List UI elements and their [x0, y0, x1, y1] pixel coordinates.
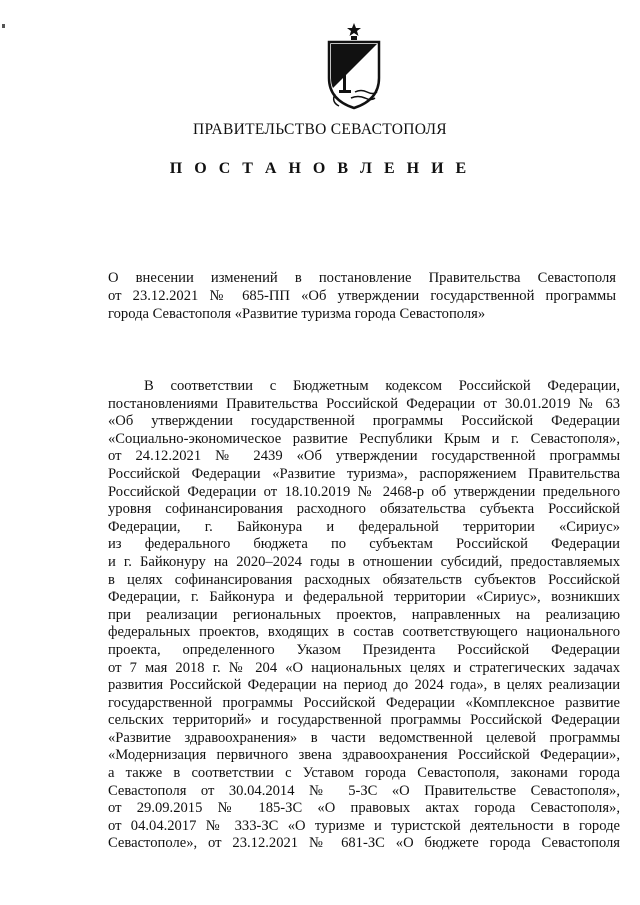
subject-line: О внесении изменений в постановление Правительства Севастополя — [108, 270, 616, 286]
body-line: В соответствии с Бюджетным кодексом Российской Федерации, — [144, 378, 620, 394]
body-line: Севастополя от 30.04.2014 № 5-ЗС «О Правительстве Севастополя», — [108, 782, 620, 799]
body-line: от 7 мая 2018 г. № 204 «О национальных целях и стратегических задачах — [108, 659, 620, 676]
subject-line: города Севастополя «Развитие туризма города Севастополя» — [108, 306, 486, 322]
body-line: «Модернизация первичного звена здравоохранения Российской Федерации», — [108, 747, 620, 764]
document-body — [108, 378, 620, 853]
document-subject — [108, 269, 616, 323]
body-line: развития Российской Федерации на период до 2024 года», в целях реализации — [108, 677, 620, 694]
body-line: сельских территорий» и государственной программы Российской Федерации — [108, 712, 620, 729]
body-line: проекта, определенного Указом Президента Российской Федерации — [108, 641, 620, 658]
scan-mark — [2, 24, 5, 28]
body-line: «Социально-экономическое развитие Республики Крым и г. Севастополя», — [108, 430, 620, 447]
body-line: и г. Байконуру на 2020–2024 годы в отношении субсидий, предоставляемых — [108, 553, 620, 570]
body-line: а также в соответствии с Уставом города Севастополя, законами города — [108, 765, 620, 782]
body-line: от 29.09.2015 № 185-ЗС «О правовых актах города Севастополя», — [108, 800, 620, 817]
body-line: Российской Федерации от 18.10.2019 № 2468-р об утверждении предельного — [108, 483, 620, 500]
body-line: в целях софинансирования расходных обязательств субъектов Российской — [108, 571, 620, 588]
body-line: Федерации, г. Байконура и федеральной территории «Сириус» — [108, 518, 620, 535]
body-line: уровня софинансирования расходного обязательства субъекта Российской — [108, 501, 620, 518]
body-line: «Развитие здравоохранения» в части ведомственной целевой программы — [108, 729, 620, 746]
body-line: при реализации региональных проектов, направленных на реализацию — [108, 606, 620, 623]
body-line: государственной программы Российской Федерации «Комплексное развитие — [108, 694, 620, 711]
body-line: Федерации, г. Байконура и федеральной территории «Сириус», возникших — [108, 589, 620, 606]
subject-line: от 23.12.2021 № 685-ПП «Об утверждении государственной программы — [108, 288, 616, 304]
body-line: Российской Федерации «Развитие туризма», распоряжением Правительства — [108, 465, 620, 482]
body-line: Севастополе», от 23.12.2021 № 681-ЗС «О бюджете города Севастополя — [108, 835, 620, 852]
body-line: от 24.12.2021 № 2439 «Об утверждении государственной программы — [108, 448, 620, 465]
body-line: от 04.04.2017 № 333-ЗС «О туризме и туристской деятельности в городе — [108, 817, 620, 834]
sevastopol-coat-of-arms-icon — [325, 22, 383, 110]
body-line: постановлениями Правительства Российской Федерации от 30.01.2019 № 63 — [108, 395, 620, 412]
government-title: ПРАВИТЕЛЬСТВО СЕВАСТОПОЛЯ — [193, 121, 447, 138]
body-line: «Об утверждении государственной программы Российской Федерации — [108, 413, 620, 430]
body-line: федеральных проектов, входящих в состав соответствующего национального — [108, 624, 620, 641]
document-type: П О С Т А Н О В Л Е Н И Е — [169, 160, 471, 177]
body-line: из федерального бюджета по субъектам Российской Федерации — [108, 536, 620, 553]
